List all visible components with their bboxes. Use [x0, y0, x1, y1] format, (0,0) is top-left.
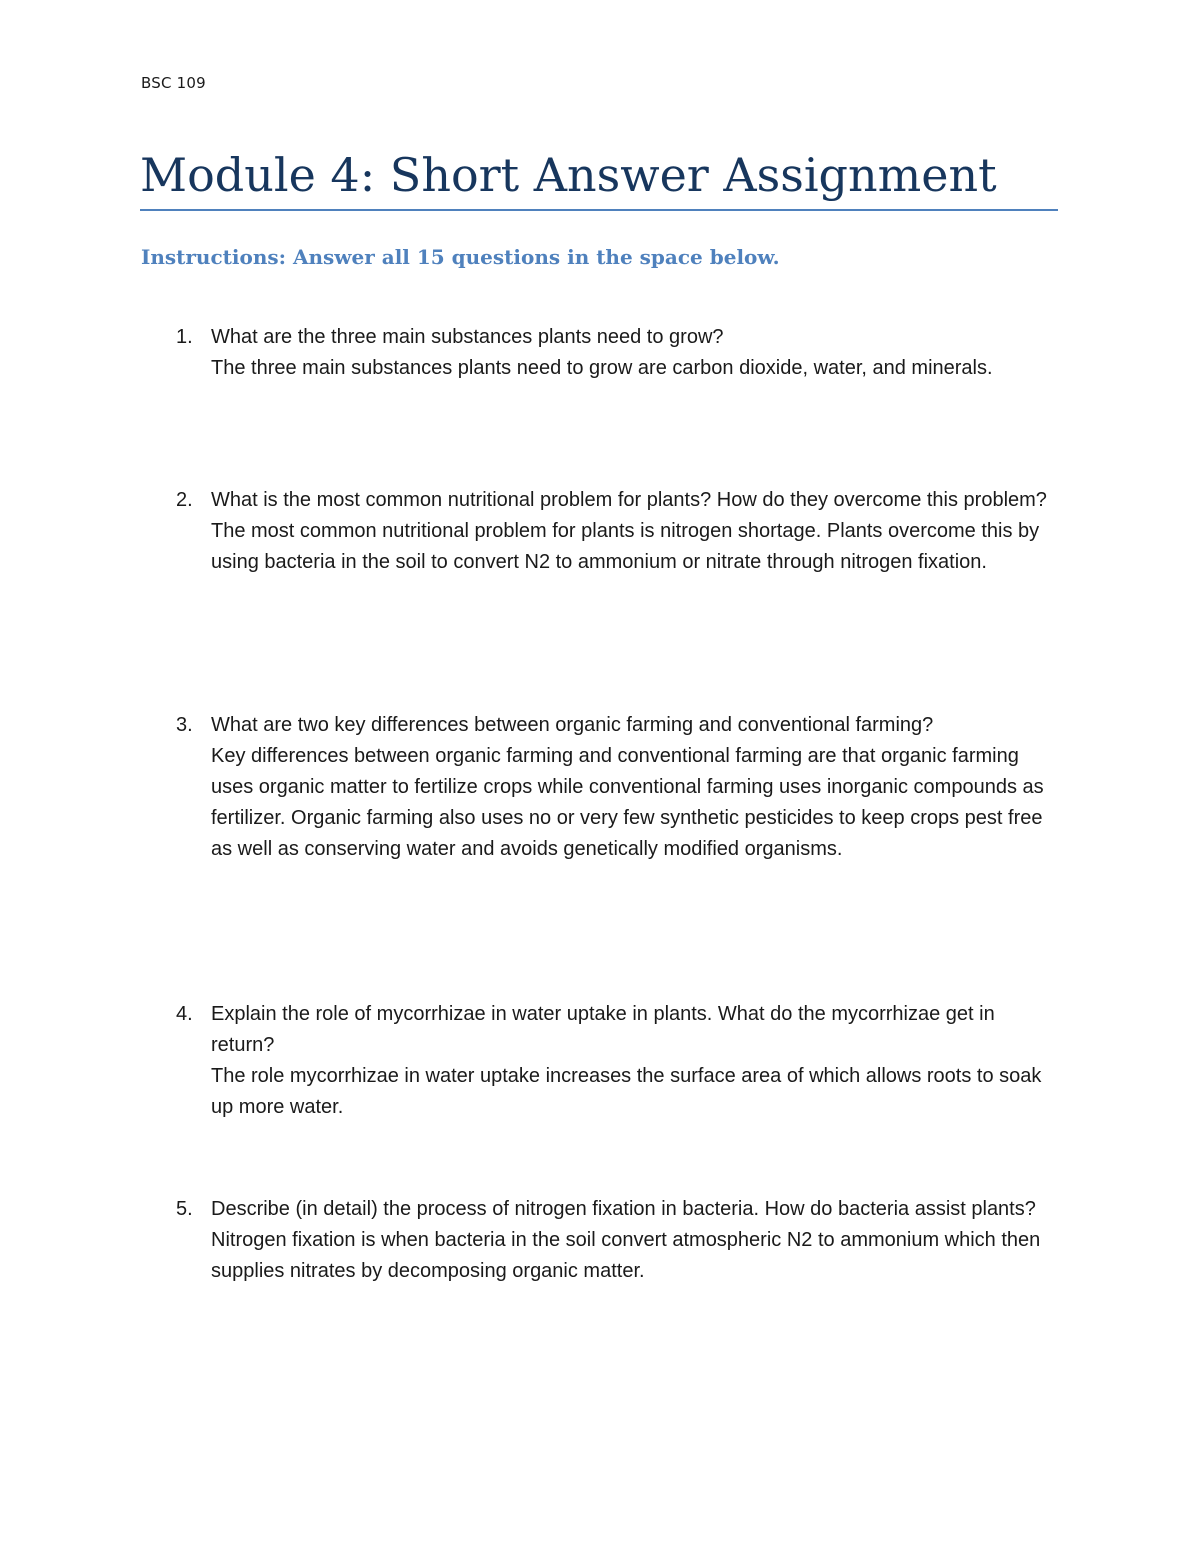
- instructions-text: Instructions: Answer all 15 questions in the space below.: [141, 245, 780, 269]
- question-number: 3.: [176, 714, 193, 736]
- question-text: What is the most common nutritional problem for plants? How do they overcome this problem?: [211, 489, 1047, 511]
- question-number: 2.: [176, 489, 193, 511]
- question-body: [211, 485, 1056, 578]
- answer-text: The role mycorrhizae in water uptake increases the surface area of which allows roots to soak up more water.: [211, 1065, 1042, 1118]
- question-text: What are two key differences between organic farming and conventional farming?: [211, 714, 934, 736]
- question-body: [211, 999, 1056, 1123]
- question-number: 1.: [176, 326, 193, 348]
- question-text: Describe (in detail) the process of nitrogen fixation in bacteria. How do bacteria assist plants?: [211, 1198, 1036, 1220]
- question-body: [211, 1194, 1056, 1287]
- answer-text: The most common nutritional problem for plants is nitrogen shortage. Plants overcome this by using bacteria in the soil to convert N2 to ammonium or nitrate through nitrogen fixation.: [211, 520, 1040, 573]
- question-text: What are the three main substances plants need to grow?: [211, 326, 724, 348]
- title-underline: [140, 209, 1058, 211]
- page-title: Module 4: Short Answer Assignment: [140, 148, 997, 202]
- question-body: [211, 710, 1056, 865]
- question-text: Explain the role of mycorrhizae in water uptake in plants. What do the mycorrhizae get in return?: [211, 1003, 995, 1056]
- question-number: 5.: [176, 1198, 193, 1220]
- answer-text: Nitrogen fixation is when bacteria in the soil convert atmospheric N2 to ammonium which then supplies nitrates by decomposing organic matter.: [211, 1229, 1041, 1282]
- question-body: [211, 322, 1056, 384]
- answer-text: Key differences between organic farming and conventional farming are that organic farming uses organic matter to fertilize crops while conventional farming uses inorganic compounds as fertilizer. Organic farming also uses no or very few synthetic pesticides to keep crops pest free as well as conserving water and avoids genetically modified organisms.: [211, 745, 1044, 860]
- course-code: BSC 109: [141, 74, 206, 92]
- question-number: 4.: [176, 1003, 193, 1025]
- answer-text: The three main substances plants need to grow are carbon dioxide, water, and minerals.: [211, 357, 993, 379]
